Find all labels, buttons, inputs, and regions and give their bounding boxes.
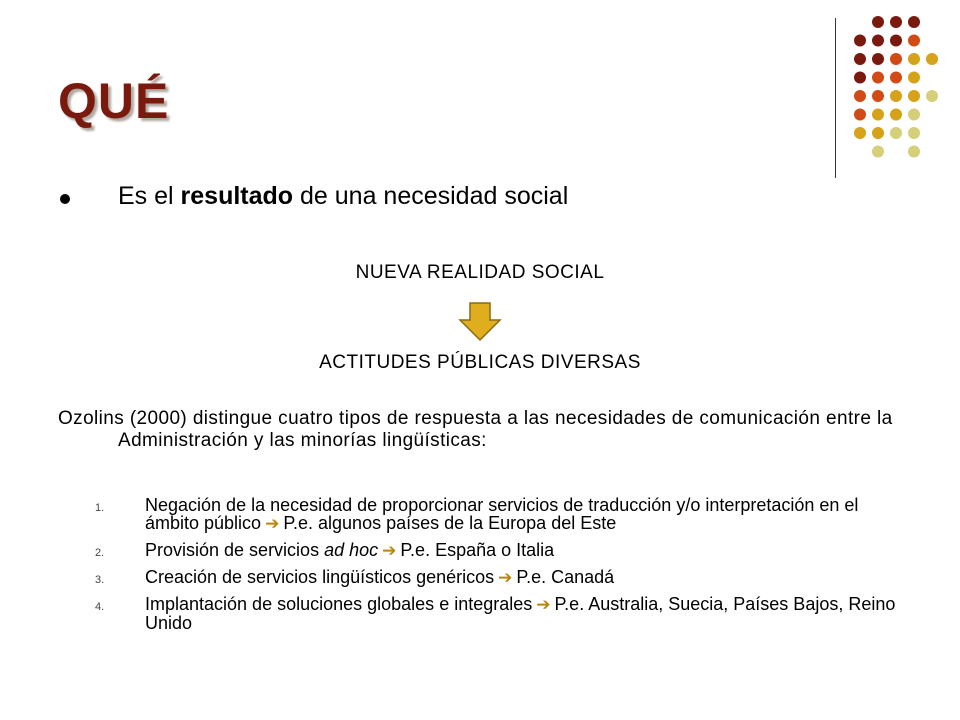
list-number: 1.: [95, 502, 105, 514]
right-arrow-icon: ➔: [265, 514, 280, 533]
bullet-text: Es el resultado de una necesidad social: [118, 182, 569, 210]
slide-title: QUÉ: [58, 73, 170, 129]
decorative-dot: [908, 72, 920, 84]
decorative-dot: [854, 35, 866, 47]
decorative-dot: [908, 146, 920, 158]
list-number: 4.: [95, 601, 105, 613]
decorative-dot: [908, 90, 920, 102]
decorative-dot: [908, 16, 920, 28]
list-number: 3.: [95, 574, 105, 586]
decorative-dot: [854, 72, 866, 84]
bullet-item: [60, 182, 568, 211]
public-attitudes-label: ACTITUDES PÚBLICAS DIVERSAS: [319, 352, 641, 373]
decorative-dot: [854, 109, 866, 121]
decorative-dot: [908, 127, 920, 139]
list-item: 3. Creación de servicios lingüísticos genéricos ➔ P.e. Canadá: [95, 567, 615, 587]
decorative-dot: [890, 90, 902, 102]
decorative-dot: [854, 127, 866, 139]
right-arrow-icon: ➔: [536, 595, 551, 614]
decorative-dot: [890, 35, 902, 47]
decorative-dot: [908, 109, 920, 121]
decorative-dot: [890, 109, 902, 121]
ozolins-paragraph: Ozolins (2000) distingue cuatro tipos de respuesta a las necesidades de comunicación entre la Administración y las minorías lingüísticas:: [58, 408, 893, 451]
vertical-divider: [835, 18, 836, 178]
decorative-dot: [872, 72, 884, 84]
decorative-dot: [872, 53, 884, 65]
list-number: 2.: [95, 547, 105, 559]
decorative-dot: [908, 53, 920, 65]
decorative-dot: [926, 90, 938, 102]
decorative-dot: [872, 35, 884, 47]
response-types-list: [95, 496, 915, 640]
bullet-icon: [60, 194, 70, 204]
decorative-dot: [872, 90, 884, 102]
decorative-dot: [890, 127, 902, 139]
decorative-dot: [854, 53, 866, 65]
list-item: 4. Implantación de soluciones globales e integrales ➔ P.e. Australia, Suecia, Países Bajos, Reino Unido: [95, 594, 896, 633]
list-item: 2. Provisión de servicios ad hoc ➔ P.e. España o Italia: [95, 540, 555, 560]
decorative-dot: [872, 127, 884, 139]
decorative-dot: [890, 72, 902, 84]
down-arrow-icon: [458, 302, 502, 342]
decorative-dot: [872, 146, 884, 158]
right-arrow-icon: ➔: [498, 568, 513, 587]
decorative-dot: [890, 53, 902, 65]
decorative-dot: [908, 35, 920, 47]
list-item: 1. Negación de la necesidad de proporcionar servicios de traducción y/o interpretación en el ámbito público ➔ P.e. algunos países de la Europa del Este: [95, 495, 859, 533]
decorative-dot: [926, 53, 938, 65]
decorative-dot: [872, 16, 884, 28]
decorative-dot: [872, 109, 884, 121]
decorative-dot: [854, 90, 866, 102]
new-social-reality-label: NUEVA REALIDAD SOCIAL: [355, 262, 605, 283]
right-arrow-icon: ➔: [382, 541, 397, 560]
decorative-dot: [890, 16, 902, 28]
